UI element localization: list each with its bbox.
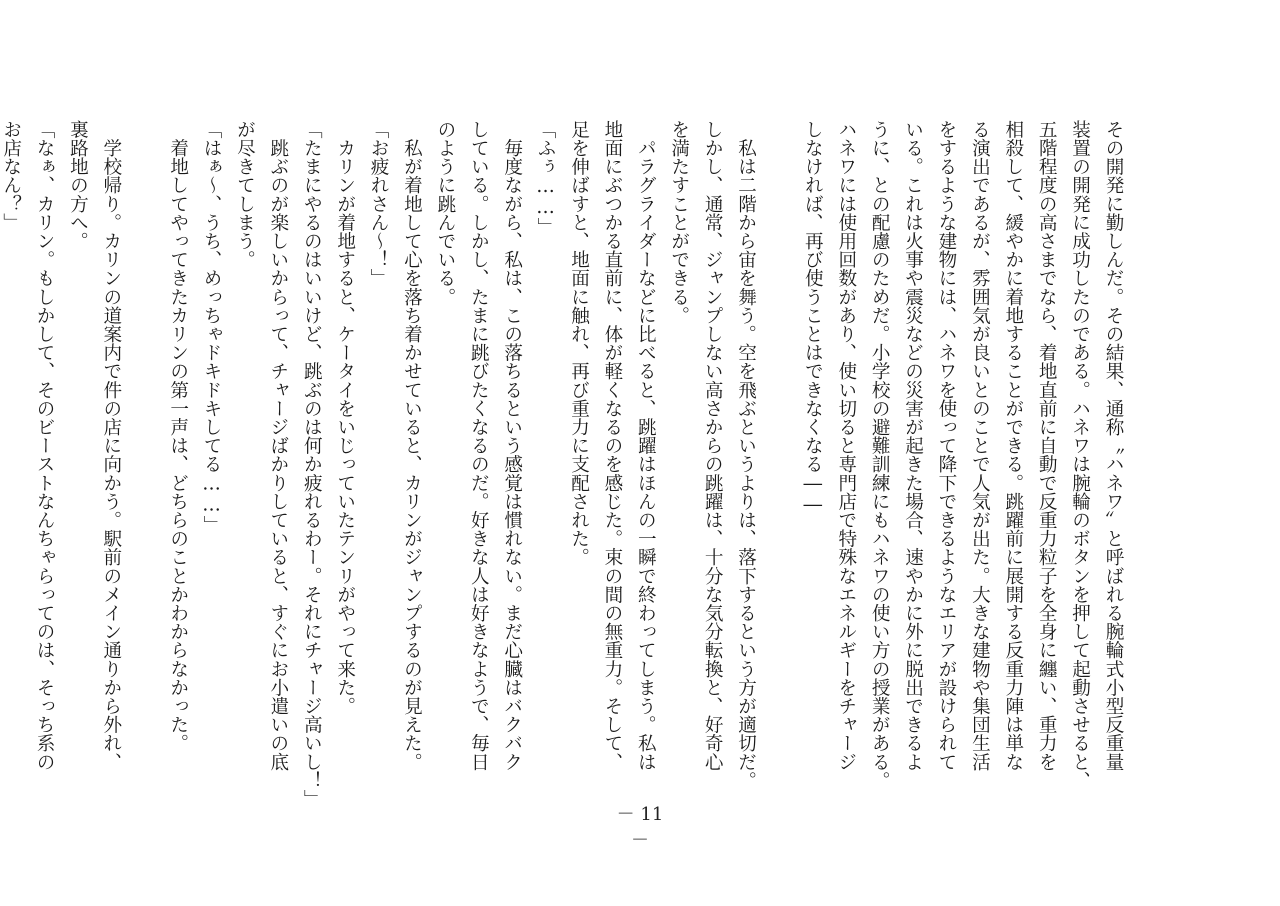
text-line: をするような建物には、ハネワを使って降下できるようなエリアが設けられて <box>935 120 957 771</box>
text-line: 学校帰り。カリンの道案内で件の店に向かう。駅前のメイン通りから外れ、 <box>100 120 122 771</box>
text-line: 装置の開発に成功したのである。ハネワは腕輪のボタンを押して起動させると、 <box>1069 120 1091 790</box>
text-line: 「はぁ～、うち、めっちゃドキドキしてる……」 <box>201 120 223 534</box>
text-line: 毎度ながら、私は、この落ちるという感覚は慣れない。まだ心臓はバクバク <box>501 120 523 771</box>
text-line: 着地してやってきたカリンの第一声は、どちらのことかわからなかった。 <box>167 120 189 753</box>
text-line: その開発に勤しんだ。その結果、通称〝ハネワ〟と呼ばれる腕輪式小型反重量 <box>1103 120 1124 771</box>
text-line: を満たすことができる。 <box>668 120 690 325</box>
text-line: お店なん？」 <box>0 120 22 232</box>
text-line: 相殺して、緩やかに着地することができる。跳躍前に展開する反重力陣は単な <box>1002 120 1024 771</box>
blank-line <box>763 120 796 790</box>
text-line: 私が着地して心を落ち着かせていると、カリンがジャンプするのが見えた。 <box>401 120 423 771</box>
text-line: が尽きてしまう。 <box>234 120 256 269</box>
text-line: しかし、通常、ジャンプしない高さからの跳躍は、十分な気分転換と、好奇心 <box>702 120 724 771</box>
vertical-text-body <box>0 120 1130 809</box>
page-number: － 11 － <box>616 804 664 851</box>
text-line: 足を伸ばすと、地面に触れ、再び重力に支配された。 <box>568 120 590 567</box>
text-line: る演出であるが、雰囲気が良いとのことで人気が出た。大きな建物や集団生活 <box>969 120 991 771</box>
blank-line <box>128 120 161 790</box>
text-line: カリンが着地すると、ケータイをいじっていたテンリがやって来た。 <box>334 120 356 716</box>
text-line: 「なぁ、カリン。もしかして、そのビーストなんちゃらってのは、そっち系の <box>34 120 56 771</box>
text-line: ハネワには使用回数があり、使い切ると専門店で特殊なエネルギーをチャージ <box>835 120 857 771</box>
text-line: しなければ、再び使うことはできなくなる―― <box>802 120 824 516</box>
text-line: 裏路地の方へ。 <box>67 120 89 251</box>
text-line: のように跳んでいる。 <box>434 120 456 306</box>
text-line: うに、との配慮のためだ。小学校の避難訓練にもハネワの使い方の授業がある。 <box>869 120 891 790</box>
text-line: 「お疲れさん～！」 <box>368 120 390 288</box>
text-line: パラグライダーなどに比べると、跳躍はほんの一瞬で終わってしまう。私は <box>635 120 657 771</box>
text-line: 「たまにやるのはいいけど、跳ぶのは何か疲れるわー。それにチャージ高いし！」 <box>301 120 323 809</box>
text-line: している。しかし、たまに跳びたくなるのだ。好きな人は好きなようで、毎日 <box>468 120 490 771</box>
text-line: 私は二階から宙を舞う。空を飛ぶというよりは、落下するという方が適切だ。 <box>735 120 757 790</box>
text-line: 地面にぶつかる直前に、体が軽くなるのを感じた。束の間の無重力。そして、 <box>601 120 623 771</box>
text-line: いる。これは火事や震災などの災害が起きた場合、速やかに外に脱出できるよ <box>902 120 924 771</box>
text-line: 「ふぅ……」 <box>535 120 557 237</box>
text-line: 跳ぶのが楽しいからって、チャージばかりしていると、すぐにお小遣いの底 <box>267 120 289 771</box>
text-line: 五階程度の高さまでなら、着地直前に自動で反重力粒子を全身に纏い、重力を <box>1036 120 1058 771</box>
